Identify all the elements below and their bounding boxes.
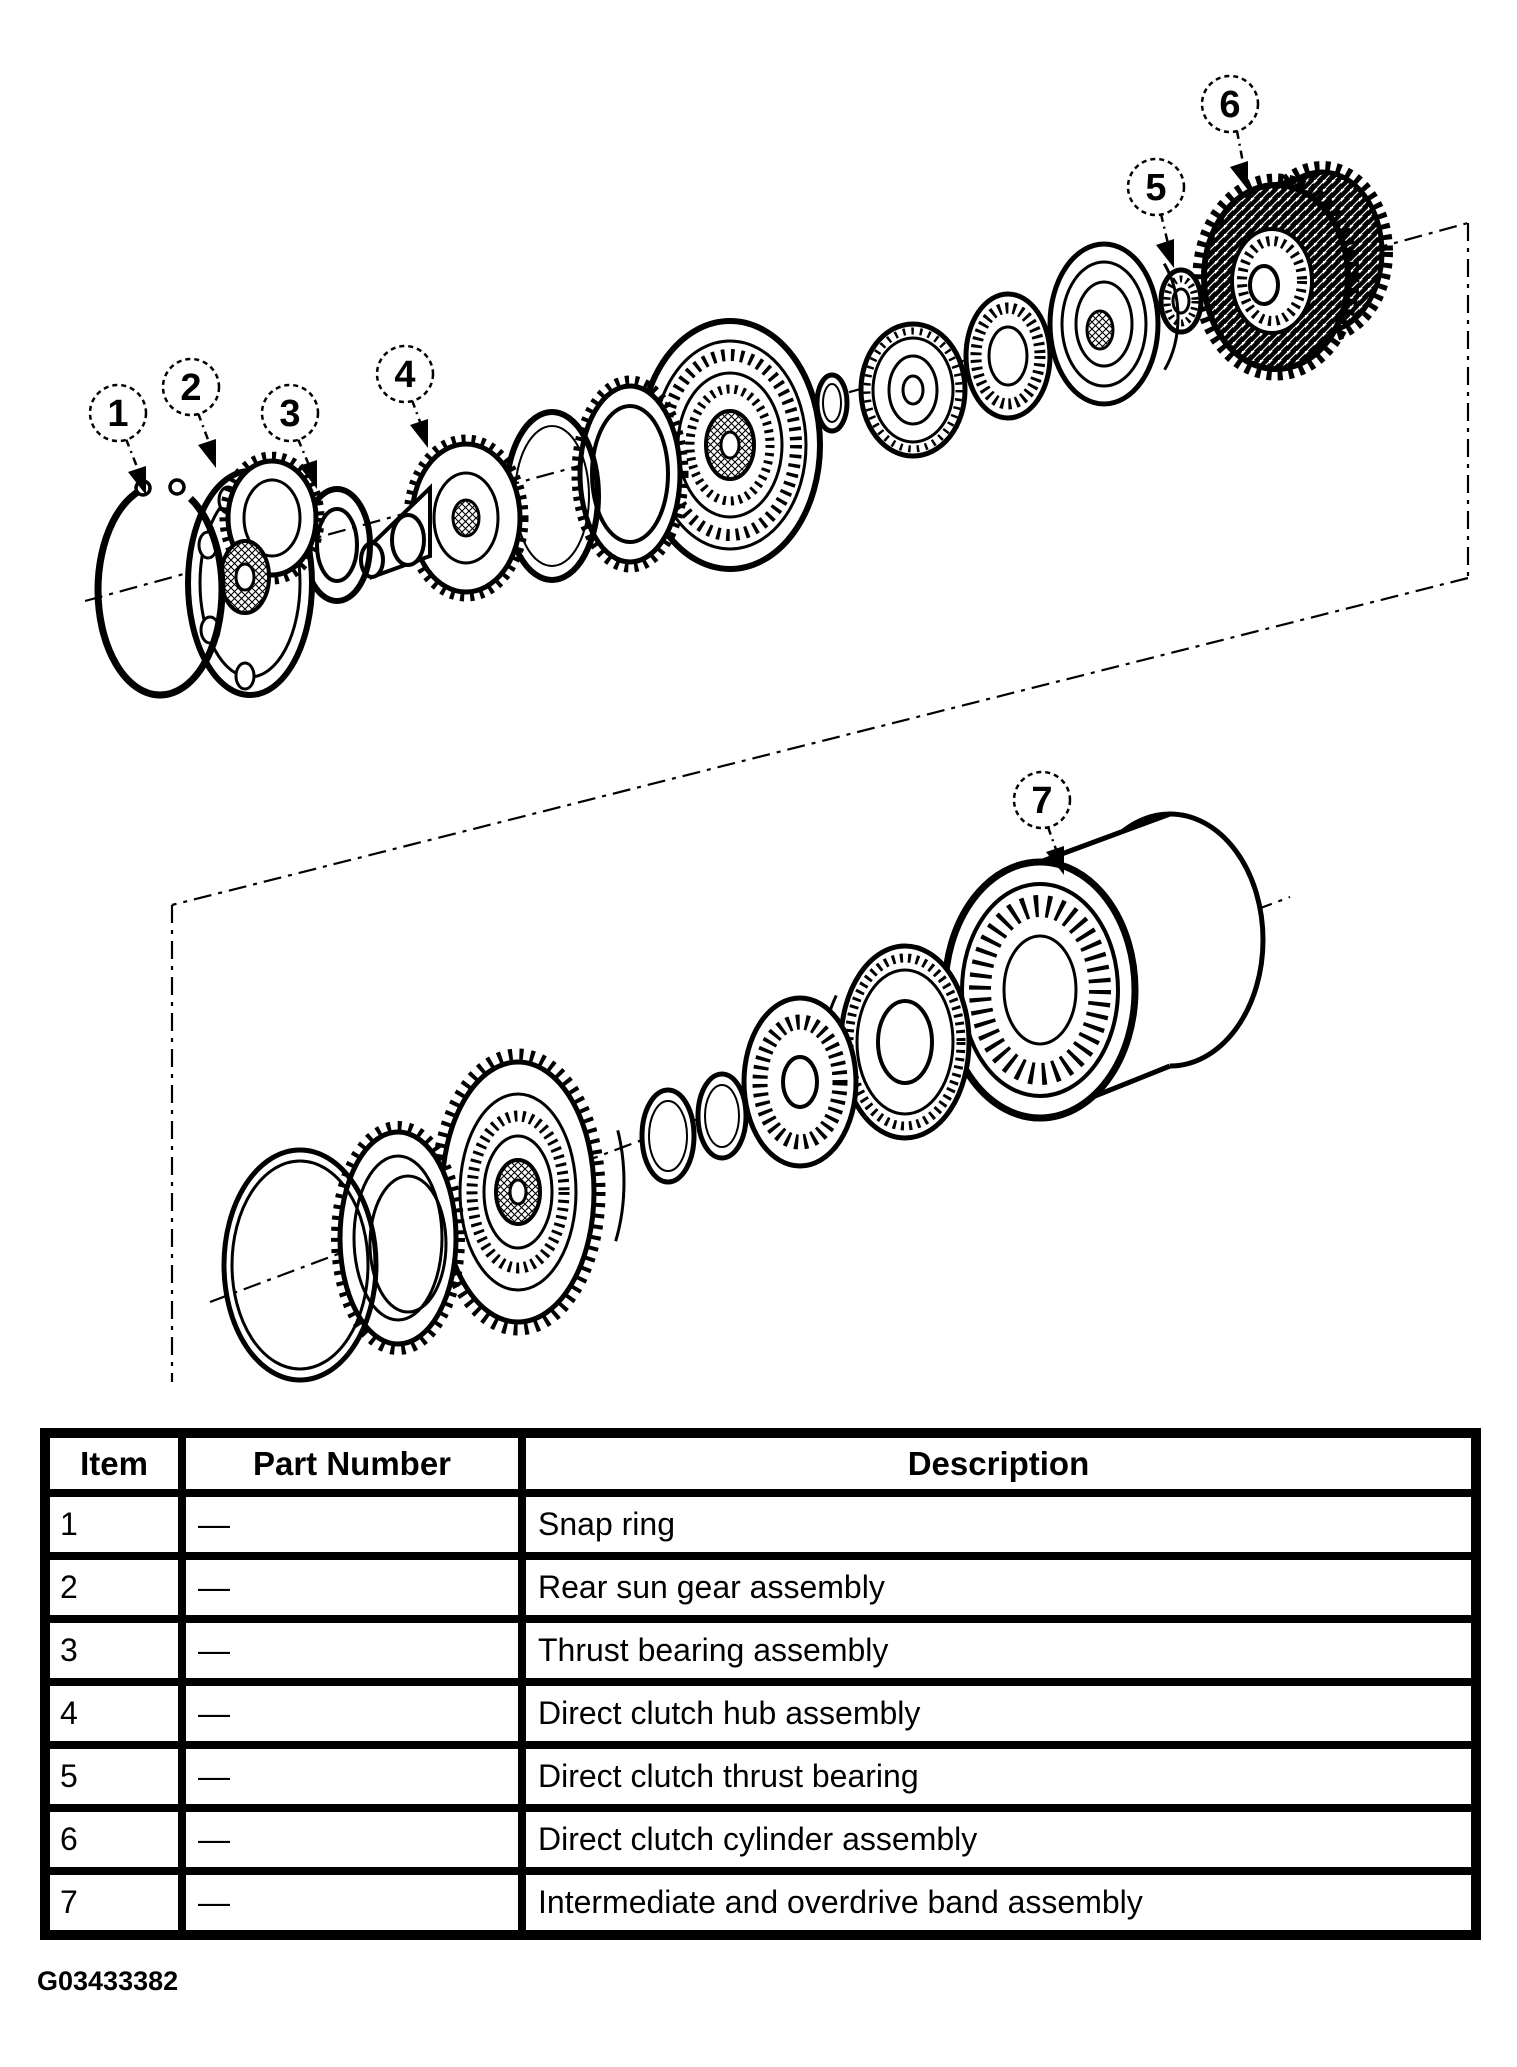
description-cell: Snap ring bbox=[522, 1493, 1476, 1556]
item-cell: 5 bbox=[45, 1745, 182, 1808]
callout-7-label: 7 bbox=[1031, 780, 1053, 822]
upper-splined-clutch-plate bbox=[966, 294, 1050, 418]
part-4-direct-clutch-hub bbox=[361, 439, 524, 597]
item-cell: 4 bbox=[45, 1682, 182, 1745]
callout-4-arrow bbox=[410, 419, 428, 448]
callout-6-label: 6 bbox=[1219, 84, 1241, 126]
table-row bbox=[45, 1682, 1476, 1745]
description-cell: Direct clutch hub assembly bbox=[522, 1682, 1476, 1745]
part-number-cell: — bbox=[182, 1493, 522, 1556]
callout-5 bbox=[1128, 159, 1184, 268]
callout-2-arrow bbox=[198, 439, 216, 468]
item-cell: 6 bbox=[45, 1808, 182, 1871]
callout-4-label: 4 bbox=[394, 354, 416, 396]
upper-piston-assembly bbox=[861, 324, 965, 456]
callout-6 bbox=[1202, 76, 1258, 190]
lower-roller-bearing bbox=[744, 998, 856, 1166]
lower-seal-ring-1 bbox=[642, 1090, 694, 1182]
part-number-cell: — bbox=[182, 1871, 522, 1935]
table-header-row bbox=[45, 1433, 1476, 1493]
callout-2-label: 2 bbox=[180, 367, 202, 409]
plane-mid-diagonal bbox=[172, 578, 1468, 905]
table-row bbox=[45, 1808, 1476, 1871]
callout-3-label: 3 bbox=[279, 393, 301, 435]
item-cell: 7 bbox=[45, 1871, 182, 1935]
item-cell: 3 bbox=[45, 1619, 182, 1682]
description-cell: Intermediate and overdrive band assembly bbox=[522, 1871, 1476, 1935]
figure-id-label: G03433382 bbox=[37, 1966, 179, 1996]
table-row bbox=[45, 1493, 1476, 1556]
item-cell: 1 bbox=[45, 1493, 182, 1556]
callout-1 bbox=[90, 385, 146, 495]
part-number-cell: — bbox=[182, 1682, 522, 1745]
lower-toothed-plate bbox=[336, 1126, 460, 1350]
callout-1-label: 1 bbox=[107, 393, 129, 435]
table-row bbox=[45, 1745, 1476, 1808]
parts-table bbox=[40, 1428, 1481, 1940]
part-6-direct-clutch-cylinder bbox=[1198, 166, 1388, 375]
description-cell: Direct clutch thrust bearing bbox=[522, 1745, 1476, 1808]
col-header-description: Description bbox=[522, 1433, 1476, 1493]
callout-2 bbox=[163, 359, 219, 468]
callout-4 bbox=[377, 346, 433, 448]
part-number-cell: — bbox=[182, 1745, 522, 1808]
part-number-cell: — bbox=[182, 1619, 522, 1682]
lower-seal-ring-2 bbox=[698, 1074, 746, 1158]
description-cell: Thrust bearing assembly bbox=[522, 1619, 1476, 1682]
description-cell: Rear sun gear assembly bbox=[522, 1556, 1476, 1619]
table-row bbox=[45, 1871, 1476, 1935]
part-7-band-assembly bbox=[945, 814, 1263, 1118]
description-cell: Direct clutch cylinder assembly bbox=[522, 1808, 1476, 1871]
upper-drum-plate bbox=[1050, 237, 1178, 404]
table-row bbox=[45, 1556, 1476, 1619]
part-number-cell: — bbox=[182, 1556, 522, 1619]
part-5-direct-clutch-thrust-bearing bbox=[1161, 270, 1201, 332]
lower-gear-cluster bbox=[436, 1052, 624, 1330]
item-cell: 2 bbox=[45, 1556, 182, 1619]
table-row bbox=[45, 1619, 1476, 1682]
col-header-part-number: Part Number bbox=[182, 1433, 522, 1493]
callout-5-label: 5 bbox=[1145, 167, 1167, 209]
col-header-item: Item bbox=[45, 1433, 182, 1493]
part-number-cell: — bbox=[182, 1808, 522, 1871]
